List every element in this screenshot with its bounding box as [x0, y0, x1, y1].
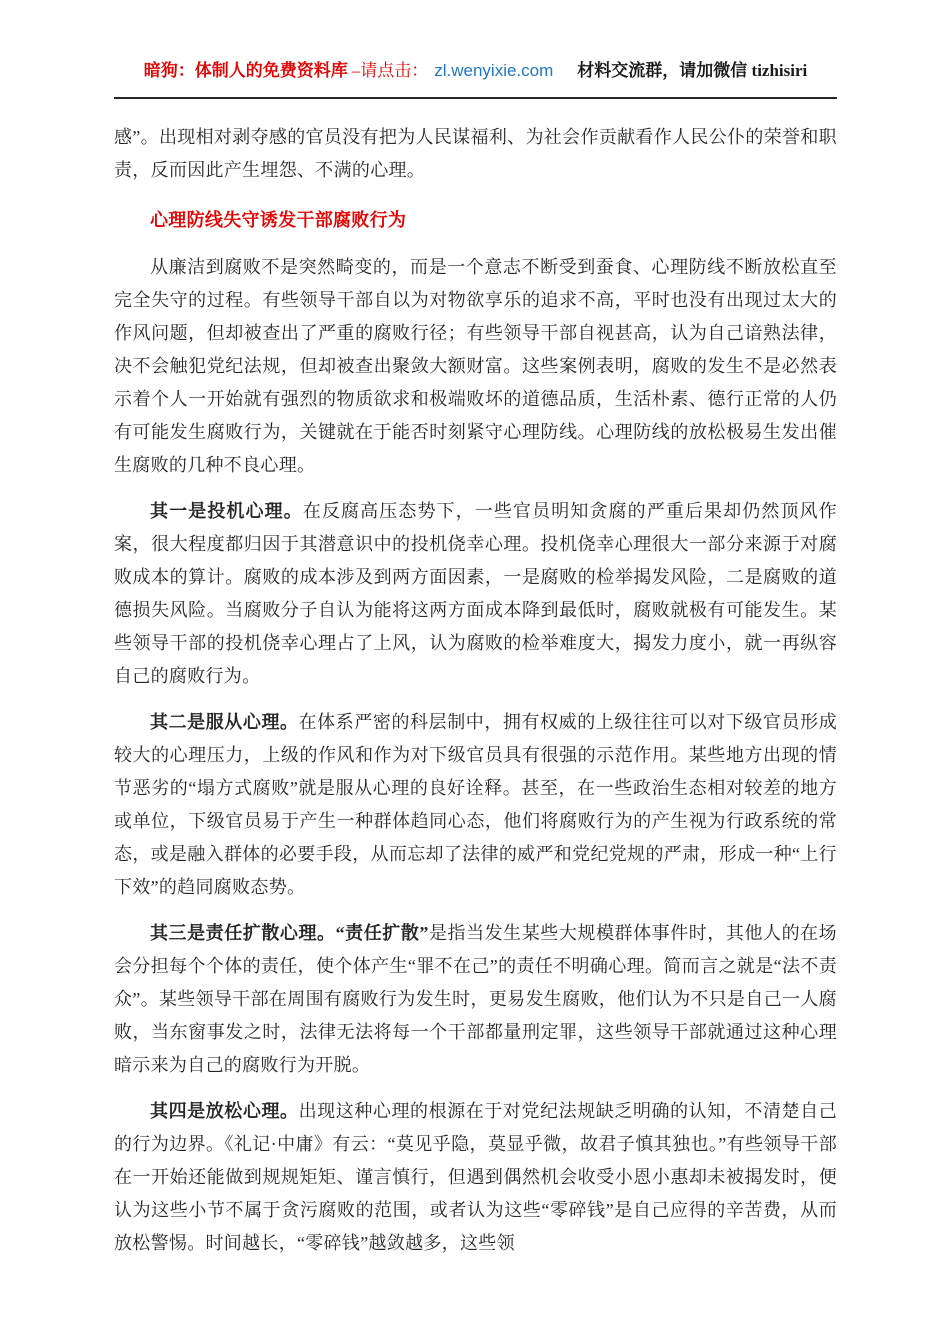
point-4-text: 出现这种心理的根源在于对党纪法规缺乏明确的认知，不清楚自己的行为边界。《礼记·中庸》有云：“莫见乎隐，莫显乎微，故君子慎其独也。”有些领导干部在一开始还能做到规规矩矩、谨言慎行，但遇到偶然机会收受小恩小惠却未被揭发时，便认为这些小节不属于贪污腐败的范围，或者认为这些“零碎钱”是自己应得的辛苦费，从而放松警惕。时间越长，“零碎钱”越敛越多，这些领 — [114, 1101, 837, 1253]
point-3-title: 其三是责任扩散心理。“责任扩散” — [150, 923, 429, 943]
section-heading: 心理防线失守诱发干部腐败行为 — [150, 210, 407, 230]
document-body — [114, 99, 837, 1260]
point-1-paragraph — [114, 495, 837, 693]
wechat-note: 材料交流群，请加微信 tizhisiri — [577, 61, 808, 80]
header-line — [114, 58, 837, 84]
point-3-text: 是指当发生某些大规模群体事件时，其他人的在场会分担每个个体的责任，使个体产生“罪不在己”的责任不明确心理。简而言之就是“法不责众”。某些领导干部在周围有腐败行为发生时，更易发生腐败，他们认为不只是自己一人腐败，当东窗事发之时，法律无法将每一个干部都量刑定罪，这些领导干部就通过这种心理暗示来为自己的腐败行为开脱。 — [114, 923, 837, 1075]
site-link[interactable]: zl.wenyixie.com — [434, 61, 554, 80]
brand-text: 暗狗：体制人的免费资料库 — [143, 61, 348, 80]
intro-paragraph: 感”。出现相对剥夺感的官员没有把为人民谋福利、为社会作贡献看作人民公仆的荣誉和职责，反而因此产生埋怨、不满的心理。 — [114, 127, 837, 180]
point-2-title: 其二是服从心理。 — [150, 712, 299, 732]
point-1-title: 其一是投机心理。 — [150, 501, 303, 521]
point-2-paragraph — [114, 706, 837, 904]
point-4-title: 其四是放松心理。 — [150, 1101, 299, 1121]
lead-paragraph: 从廉洁到腐败不是突然畸变的，而是一个意志不断受到蚕食、心理防线不断放松直至完全失守的过程。有些领导干部自以为对物欲享乐的追求不高，平时也没有出现过太大的作风问题，但却被查出了严重的腐败行径；有些领导干部自视甚高，认为自己谙熟法律，决不会触犯党纪法规，但却被查出聚敛大额财富。这些案例表明，腐败的发生不是必然表示着个人一开始就有强烈的物质欲求和极端败坏的道德品质，生活朴素、德行正常的人仍有可能发生腐败行为，关键就在于能否时刻紧守心理防线。心理防线的放松极易生发出催生腐败的几种不良心理。 — [114, 257, 837, 475]
page-header — [114, 58, 837, 99]
point-3-paragraph — [114, 917, 837, 1082]
point-1-text: 在反腐高压态势下，一些官员明知贪腐的严重后果却仍然顶风作案，很大程度都归因于其潜意识中的投机侥幸心理。投机侥幸心理很大一部分来源于对腐败成本的算计。腐败的成本涉及到两方面因素，一是腐败的检举揭发风险，二是腐败的道德损失风险。当腐败分子自认为能将这两方面成本降到最低时，腐败就极有可能发生。某些领导干部的投机侥幸心理占了上风，认为腐败的检举难度大，揭发力度小，就一再纵容自己的腐败行为。 — [114, 501, 837, 686]
point-4-paragraph — [114, 1095, 837, 1260]
point-2-text: 在体系严密的科层制中，拥有权威的上级往往可以对下级官员形成较大的心理压力，上级的作风和作为对下级官员具有很强的示范作用。某些地方出现的情节恶劣的“塌方式腐败”就是服从心理的良好诠释。甚至，在一些政治生态相对较差的地方或单位，下级官员易于产生一种群体趋同心态，他们将腐败行为的产生视为行政系统的常态，或是融入群体的必要手段，从而忘却了法律的威严和党纪党规的严肃，形成一种“上行下效”的趋同腐败态势。 — [114, 712, 837, 897]
click-prompt: –请点击： — [351, 61, 429, 80]
